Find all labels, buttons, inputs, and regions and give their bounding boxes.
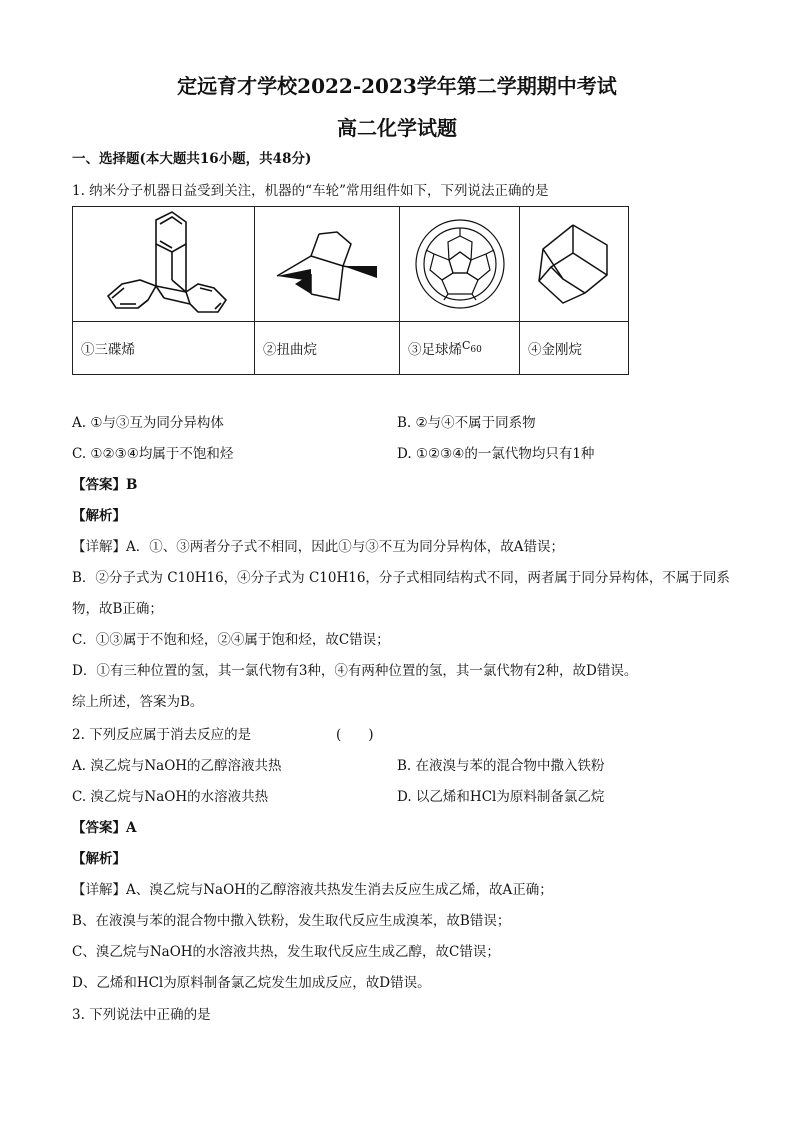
fullerene-label: ③足球烯 — [408, 342, 462, 358]
fullerene-structure-icon — [410, 214, 510, 314]
twistane-cell — [255, 207, 400, 322]
q2-option-b: B. 在液溴与苯的混合物中撒入铁粉 — [397, 758, 605, 774]
adamantane-structure-icon — [529, 219, 619, 309]
q1-stem: 1. 纳米分子机器日益受到关注，机器的“车轮”常用组件如下，下列说法正确的是 — [72, 183, 549, 199]
q1-option-b: B. ②与④不属于同系物 — [397, 415, 536, 431]
q2-answer-blank: ( ) — [336, 727, 374, 743]
q1-detail-line: 【详解】A．①、③两者分子式不相同，因此①与③不互为同分异构体，故A错误； — [72, 539, 564, 555]
q1-detail-line: C．①③属于不饱和烃，②④属于饱和烃，故C错误； — [72, 632, 390, 648]
q2-detail-line: B、在液溴与苯的混合物中撒入铁粉，发生取代反应生成溴苯，故B错误； — [72, 913, 511, 929]
fullerene-label-cell — [400, 322, 520, 375]
q2-detail-line: C、溴乙烷与NaOH的水溶液共热，发生取代反应生成乙醇，故C错误； — [72, 944, 500, 960]
q2-answer: 【答案】A — [72, 820, 137, 836]
adamantane-label: ④金刚烷 — [520, 322, 629, 375]
section-heading: 一、选择题(本大题共16小题，共48分) — [72, 151, 312, 167]
q2-detail-line: D、乙烯和HCl为原料制备氯乙烷发生加成反应，故D错误。 — [72, 975, 431, 991]
q1-answer: 【答案】B — [72, 477, 138, 493]
triptycene-structure-icon — [94, 210, 234, 318]
q1-analysis-tag: 【解析】 — [72, 508, 126, 524]
page-title: 定远育才学校2022-2023学年第二学期期中考试 — [177, 74, 617, 98]
q2-stem: 2. 下列反应属于消去反应的是 — [72, 727, 252, 743]
q1-detail-line: 物，故B正确； — [72, 601, 163, 617]
q3-stem: 3. 下列说法中正确的是 — [72, 1007, 211, 1023]
q1-option-d: D. ①②③④的一氯代物均只有1种 — [397, 446, 595, 462]
q1-option-a: A. ①与③互为同分异构体 — [72, 415, 224, 431]
q2-detail-line: 【详解】A、溴乙烷与NaOH的乙醇溶液共热发生消去反应生成乙烯，故A正确； — [72, 882, 553, 898]
adamantane-cell — [520, 207, 629, 322]
q1-option-c: C. ①②③④均属于不饱和烃 — [72, 446, 234, 462]
q2-option-c: C. 溴乙烷与NaOH的水溶液共热 — [72, 789, 269, 805]
fullerene-cell — [400, 207, 520, 322]
twistane-label: ②扭曲烷 — [255, 322, 400, 375]
q1-detail-line: 综上所述，答案为B。 — [72, 694, 204, 710]
twistane-structure-icon — [267, 214, 387, 314]
c60-formula: C60 — [462, 338, 482, 355]
q1-detail-line: D．①有三种位置的氢，其一氯代物有3种，④有两种位置的氢，其一氯代物有2种，故D错误。 — [72, 663, 638, 679]
q2-analysis-tag: 【解析】 — [72, 851, 126, 867]
triptycene-cell — [73, 207, 255, 322]
q2-option-a: A. 溴乙烷与NaOH的乙醇溶液共热 — [72, 758, 282, 774]
q2-option-d: D. 以乙烯和HCl为原料制备氯乙烷 — [397, 789, 605, 805]
molecule-table — [72, 206, 629, 375]
q1-detail-line: B．②分子式为 C10H16，④分子式为 C10H16，分子式相同结构式不同，两者属于同分异构体，不属于同系 — [72, 570, 730, 586]
triptycene-label: ①三碟烯 — [73, 322, 255, 375]
page-subtitle: 高二化学试题 — [337, 116, 457, 140]
